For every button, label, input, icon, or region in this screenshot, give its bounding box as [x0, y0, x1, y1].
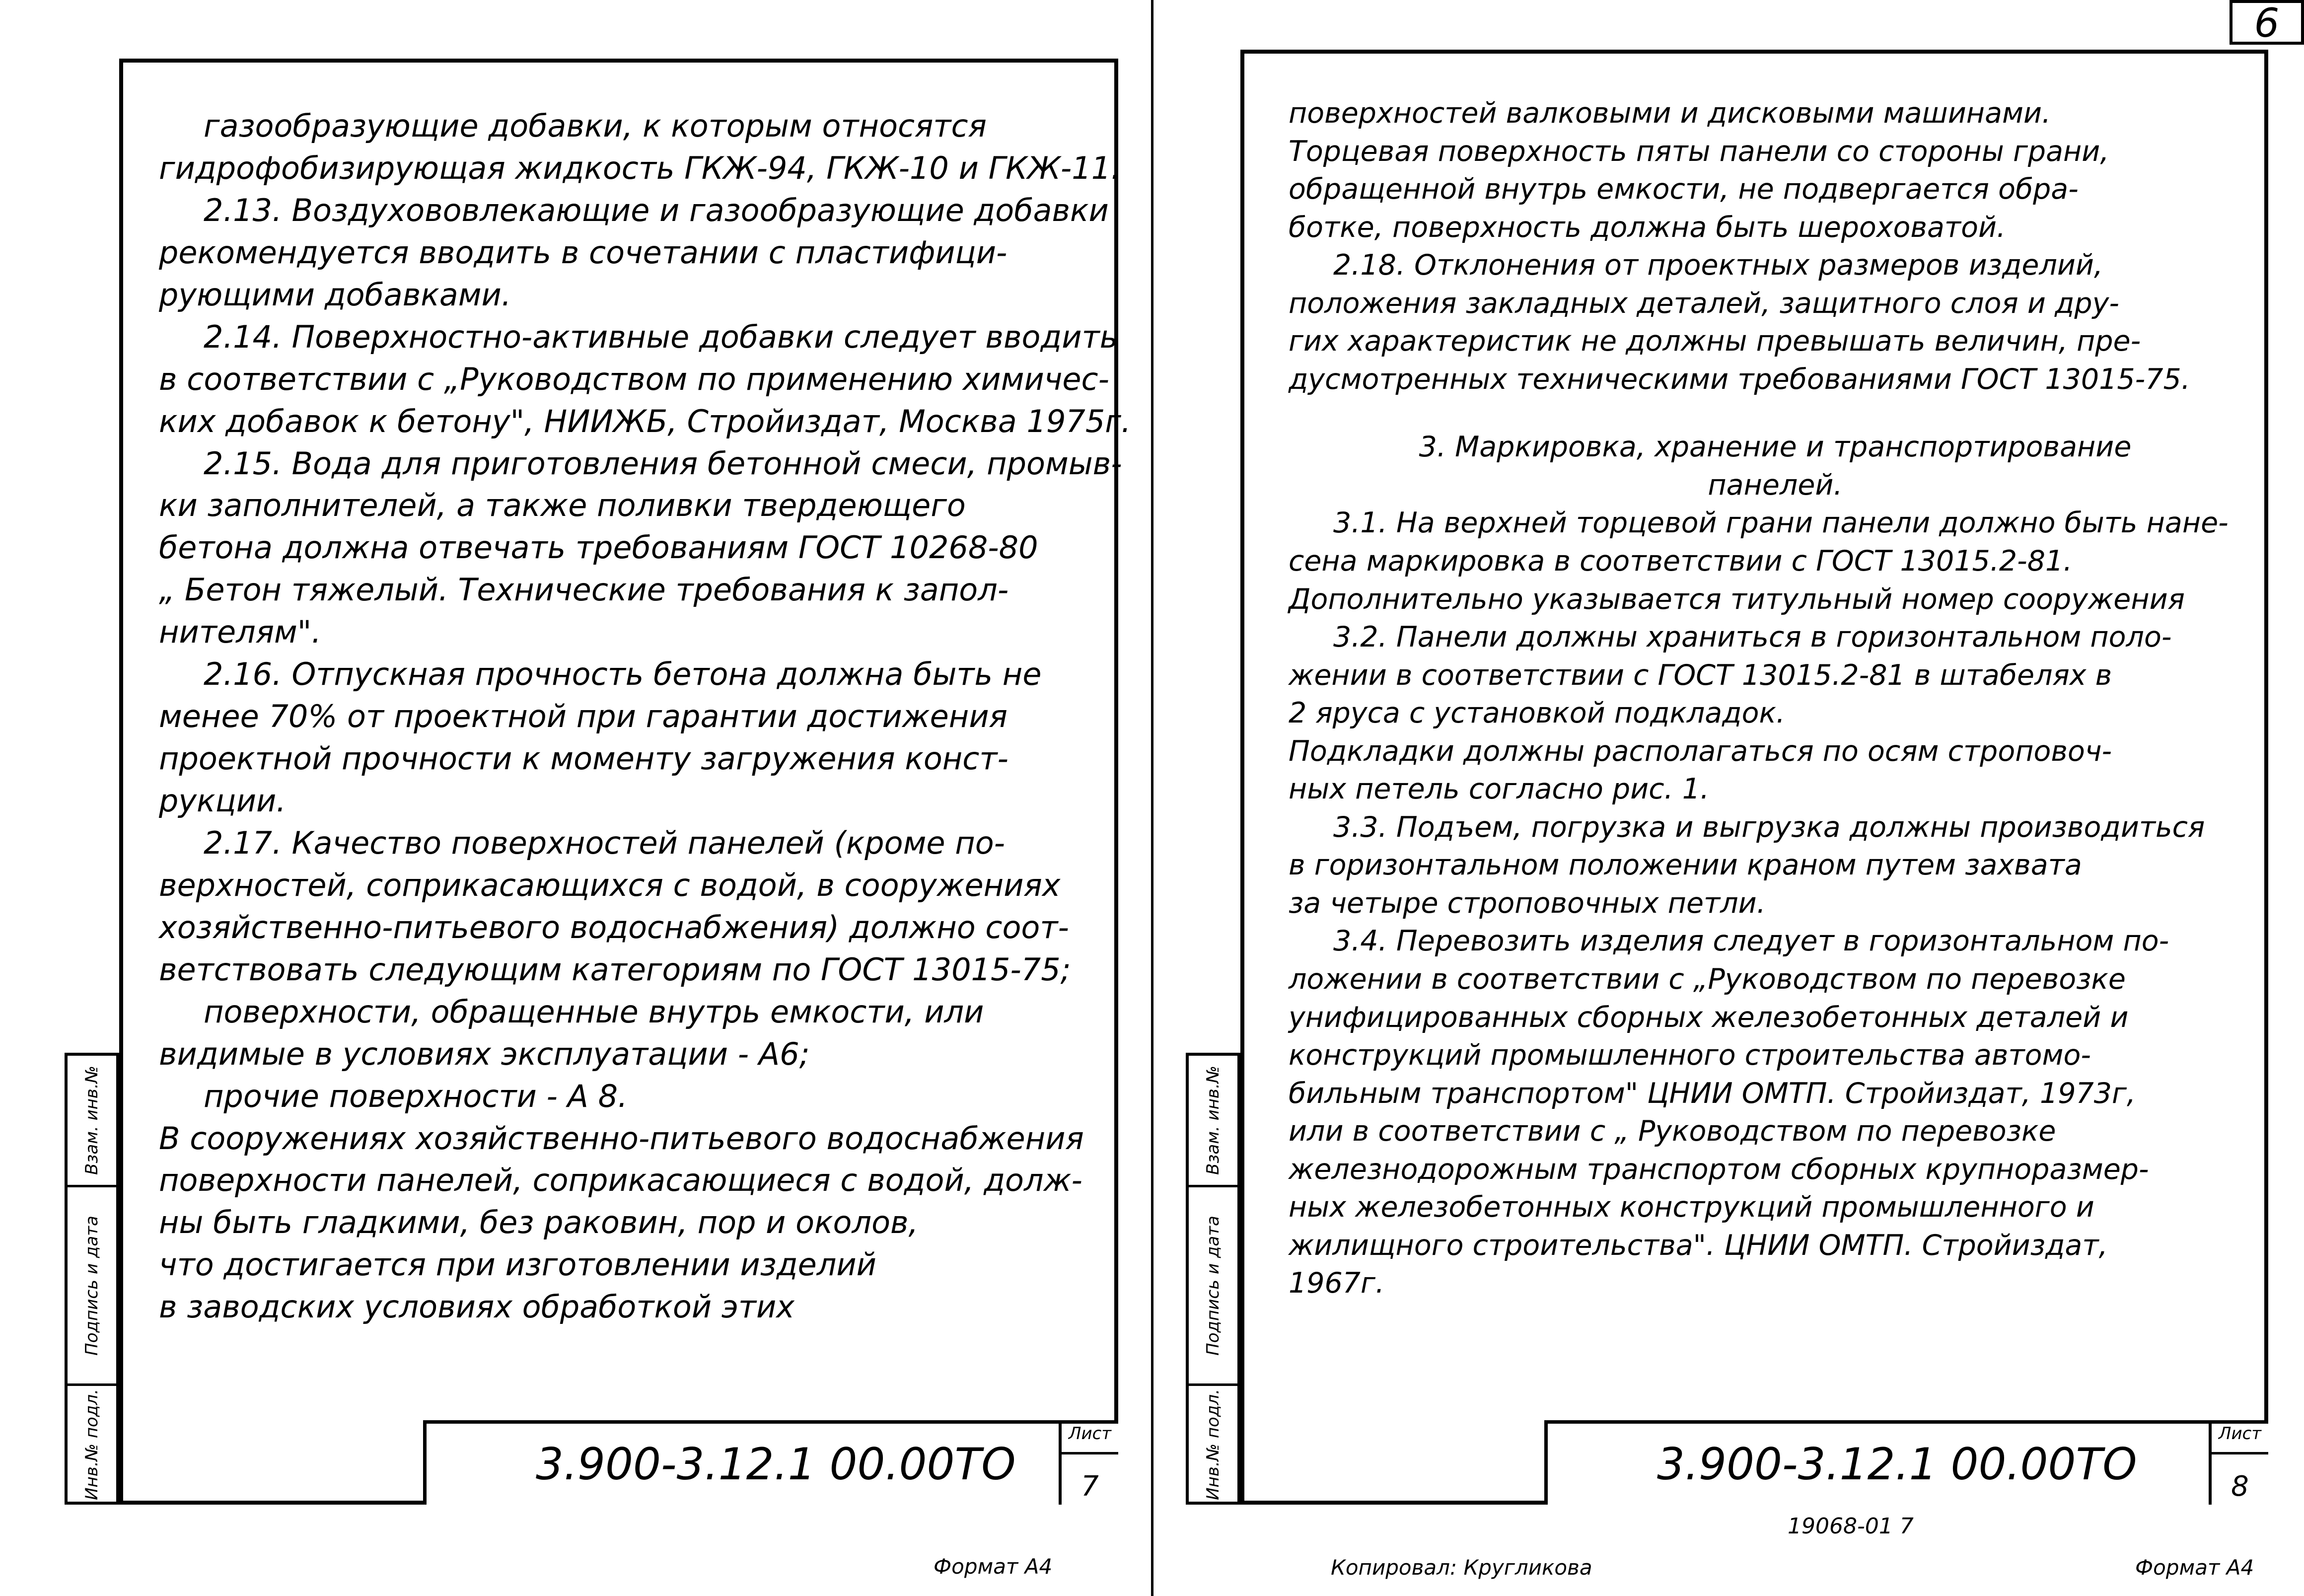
left-line: что достигается при изготовлении изделий	[159, 1246, 876, 1283]
right-line: Дополнительно указывается титульный номер сооружения	[1289, 582, 2185, 616]
right-line: жении в соответствии с ГОСТ 13015.2-81 в штабелях в	[1289, 658, 2112, 692]
right-title-block	[1544, 1420, 2268, 1505]
left-line: видимые в условиях эксплуатации - А6;	[159, 1035, 810, 1072]
left-line: гидрофобизирующая жидкость ГКЖ-94, ГКЖ-10 и ГКЖ-11.	[159, 149, 1121, 186]
right-line: 2 яруса с установкой подкладок.	[1289, 697, 1786, 730]
right-line: 3.4. Перевозить изделия следует в горизонтальном по-	[1333, 925, 2169, 958]
left-line: 2.16. Отпускная прочность бетона должна быть не	[204, 656, 1042, 693]
right-line: или в соответствии с „ Руководством по перевозке	[1289, 1115, 2056, 1148]
right-line: Торцевая поверхность пяты панели со стороны грани,	[1289, 135, 2109, 168]
right-spacer	[1289, 398, 2262, 428]
left-line: 2.14. Поверхностно-активные добавки следует вводить	[204, 318, 1118, 355]
right-sheet-label: Лист	[2212, 1424, 2268, 1454]
right-line: Подкладки должны располагаться по осям строповоч-	[1289, 734, 2112, 768]
left-body-text	[159, 105, 1131, 1328]
right-line: железнодорожным транспортом сборных крупноразмер-	[1289, 1153, 2149, 1186]
left-line: ветствовать следующим категориям по ГОСТ 13015-75;	[159, 951, 1071, 988]
left-line: ких добавок к бетону", НИИЖБ, Стройиздат, Москва 1975г.	[159, 403, 1131, 439]
right-line: дусмотренных техническими требованиями ГОСТ 13015-75.	[1289, 363, 2190, 396]
left-line: „ Бетон тяжелый. Технические требования к запол-	[159, 572, 1009, 608]
right-sheet-number-box	[2209, 1424, 2268, 1505]
left-line: газообразующие добавки, к которым относятся	[204, 108, 987, 144]
right-body-text	[1289, 94, 2262, 1303]
right-section-heading: 3. Маркировка, хранение и транспортирование	[1419, 431, 2132, 464]
left-line: поверхности панелей, соприкасающиеся с водой, долж-	[159, 1162, 1082, 1199]
left-line: 2.15. Вода для приготовления бетонной смеси, промыв-	[204, 445, 1122, 482]
left-line: рукции.	[159, 783, 286, 819]
left-sheet-number: 7	[1081, 1470, 1099, 1503]
left-line: нителям".	[159, 614, 322, 651]
copied-by-note: Копировал: Кругликова	[1331, 1555, 1592, 1580]
right-line: 2.18. Отклонения от проектных размеров изделий,	[1333, 249, 2103, 282]
right-line: положения закладных деталей, защитного слоя и дру-	[1289, 287, 2119, 320]
right-line: 3.1. На верхней торцевой грани панели должно быть нане-	[1333, 507, 2229, 540]
left-line: в соответствии с „Руководством по применению химичес-	[159, 361, 1110, 397]
right-section-heading: панелей.	[1708, 468, 1843, 502]
right-strip-cell-replace-inv	[1189, 1056, 1237, 1185]
left-strip-cell-sign-date	[68, 1185, 116, 1383]
left-line: менее 70% от проектной при гарантии достижения	[159, 698, 1008, 735]
left-line: 2.13. Воздухововлекающие и газообразующие добавки	[204, 192, 1109, 228]
left-line: в заводских условиях обработкой этих	[159, 1289, 794, 1325]
right-sheet-number: 8	[2231, 1470, 2249, 1503]
left-line: проектной прочности к моменту загружения конст-	[159, 740, 1008, 777]
right-strip-cell-sign-date	[1189, 1185, 1237, 1383]
right-line: бильным транспортом" ЦНИИ ОМТП. Стройиздат, 1973г,	[1289, 1077, 2136, 1110]
right-line: ложении в соответствии с „Руководством по перевозке	[1289, 963, 2126, 996]
left-strip-inv-orig-label: Инв.№ подл.	[82, 1388, 102, 1500]
left-line: ки заполнителей, а также поливки твердеющего	[159, 487, 966, 524]
left-format-note: Формат А4	[934, 1554, 1053, 1579]
left-line: хозяйственно-питьевого водоснабжения) должно соот-	[159, 909, 1069, 945]
left-strip-replace-inv-label: Взам. инв.№	[82, 1065, 102, 1175]
left-strip-sign-date-label: Подпись и дата	[82, 1215, 102, 1356]
left-side-strip	[65, 1053, 119, 1505]
left-line: верхностей, соприкасающихся с водой, в сооружениях	[159, 867, 1061, 903]
fold-line	[1151, 0, 1153, 1596]
page-corner-number: 6	[2230, 0, 2304, 45]
right-strip-inv-orig-label: Инв.№ подл.	[1203, 1388, 1223, 1500]
left-line: ны быть гладкими, без раковин, пор и околов,	[159, 1204, 919, 1241]
left-strip-cell-inv-orig	[68, 1383, 116, 1503]
left-line: рующими добавками.	[159, 276, 511, 313]
right-line: сена маркировка в соответствии с ГОСТ 13015.2-81.	[1289, 545, 2073, 578]
right-strip-cell-inv-orig	[1189, 1383, 1237, 1503]
right-line: ных петель согласно рис. 1.	[1289, 773, 1710, 806]
left-sheet-number-box	[1059, 1424, 1118, 1505]
right-under-stamp-number: 19068-01 7	[1788, 1514, 1914, 1539]
right-line: 3.2. Панели должны храниться в горизонтальном поло-	[1333, 621, 2172, 654]
right-line: 1967г.	[1289, 1267, 1385, 1300]
right-line: поверхностей валковыми и дисковыми машинами.	[1289, 97, 2051, 130]
right-strip-replace-inv-label: Взам. инв.№	[1203, 1065, 1223, 1175]
right-line: обращенной внутрь емкости, не подвергается обра-	[1289, 173, 2079, 206]
right-format-note: Формат А4	[2135, 1555, 2254, 1580]
left-line: прочие поверхности - А 8.	[204, 1078, 628, 1114]
right-strip-sign-date-label: Подпись и дата	[1203, 1215, 1223, 1356]
right-line: ботке, поверхность должна быть шероховатой.	[1289, 211, 2006, 244]
right-line: за четыре строповочных петли.	[1289, 886, 1766, 920]
left-line: бетона должна отвечать требованиям ГОСТ 10268-80	[159, 529, 1038, 566]
left-strip-cell-replace-inv	[68, 1056, 116, 1185]
right-line: гих характеристик не должны превышать величин, пре-	[1289, 325, 2141, 358]
right-line: в горизонтальном положении краном путем захвата	[1289, 849, 2082, 882]
right-line: конструкций промышленного строительства автомо-	[1289, 1039, 2091, 1072]
right-line: унифицированных сборных железобетонных деталей и	[1289, 1001, 2129, 1034]
left-sheet-label: Лист	[1062, 1424, 1118, 1454]
right-side-strip	[1186, 1053, 1240, 1505]
left-line: В сооружениях хозяйственно-питьевого водоснабжения	[159, 1120, 1084, 1157]
left-line: рекомендуется вводить в сочетании с пластифици-	[159, 234, 1008, 271]
left-line: 2.17. Качество поверхностей панелей (кроме по-	[204, 824, 1006, 861]
left-title-block	[423, 1420, 1118, 1505]
right-line: ных железобетонных конструкций промышленного и	[1289, 1191, 2094, 1224]
left-document-code: 3.900-3.12.1 00.00ТО	[536, 1439, 1016, 1490]
right-document-code: 3.900-3.12.1 00.00ТО	[1657, 1439, 2137, 1490]
right-line: жилищного строительства". ЦНИИ ОМТП. Стройиздат,	[1289, 1229, 2108, 1262]
right-line: 3.3. Подъем, погрузка и выгрузка должны производиться	[1333, 810, 2205, 844]
left-line: поверхности, обращенные внутрь емкости, или	[204, 993, 984, 1030]
